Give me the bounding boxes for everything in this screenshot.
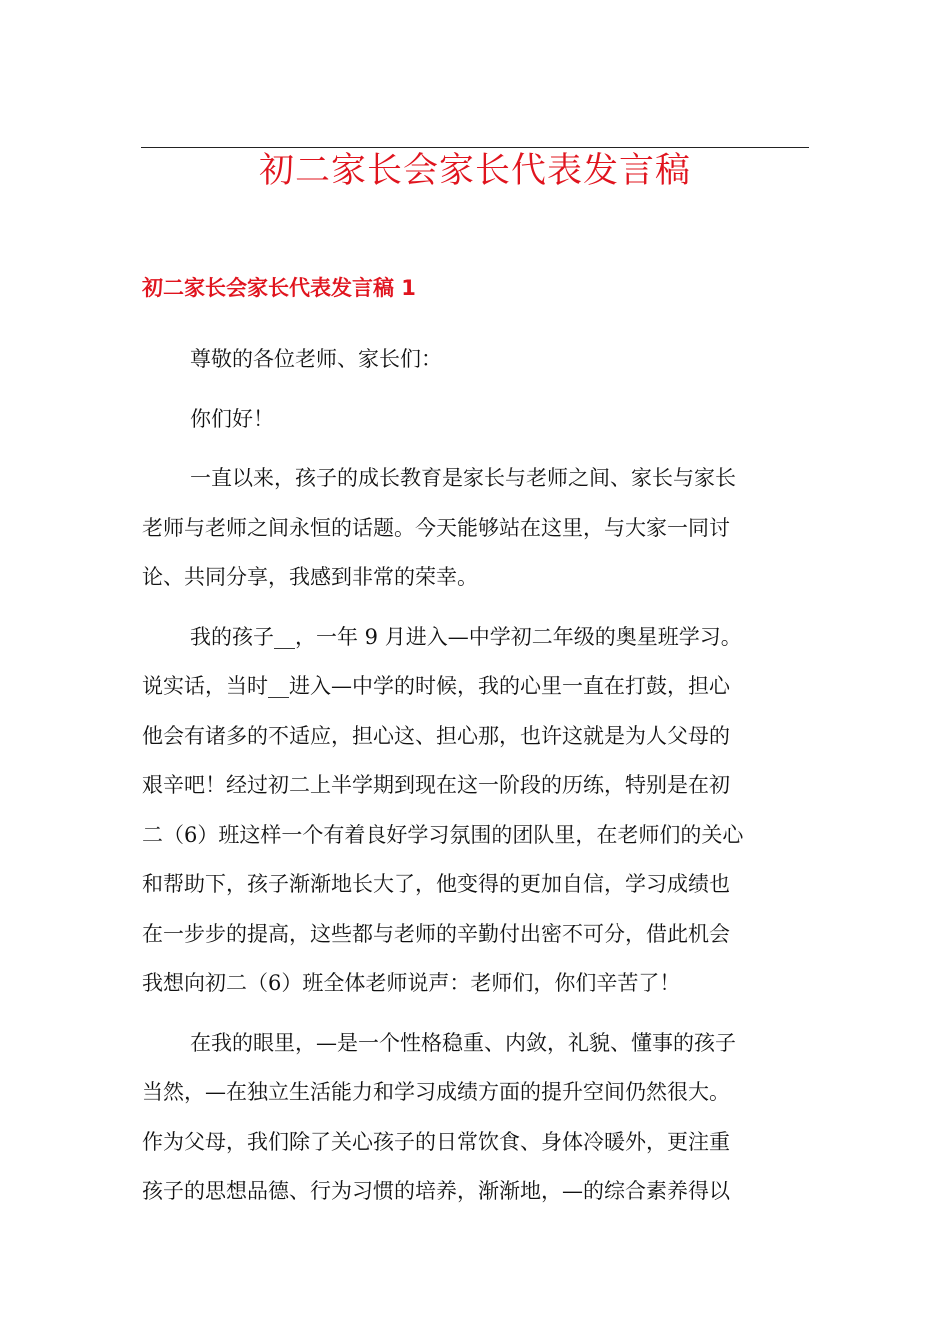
text-line: 艰辛吧！经过初二上半学期到现在这一阶段的历练，特别是在初 [142,773,730,797]
text-line: 他会有诸多的不适应，担心这、担心那，也许这就是为人父母的 [142,723,730,748]
text-line: 尊敬的各位老师、家长们： [190,347,442,371]
document-title: 初二家长会家长代表发言稿 [258,151,691,191]
text-line: 当然，—在独立生活能力和学习成绩方面的提升空间仍然很大。 [142,1080,730,1104]
text-line: 我的孩子__，一年 9 月进入—中学初二年级的奥星班学习。 [190,624,742,649]
text-line: 你们好！ [190,406,274,431]
text-line: 和帮助下，孩子渐渐地长大了，他变得的更加自信，学习成绩也 [142,872,730,896]
paragraph-greeting [142,395,810,445]
text-line: 在一步步的提高，这些都与老师的辛勤付出密不可分，借此机会 [142,921,730,946]
paragraph-intro [142,454,810,603]
text-line: 在我的眼里，—是一个性格稳重、内敛，礼貌、懂事的孩子 [190,1030,736,1055]
text-line: 孩子的思想品德、行为习惯的培养，渐渐地，—的综合素养得以 [142,1179,730,1203]
document-body [142,335,810,1227]
text-line: 我想向初二（6）班全体老师说声：老师们，你们辛苦了！ [142,971,681,995]
text-line: 作为父母，我们除了关心孩子的日常饮食、身体冷暖外，更注重 [142,1129,730,1154]
text-line: 论、共同分享，我感到非常的荣幸。 [142,565,478,589]
paragraph-salutation [142,335,810,385]
text-line: 说实话，当时__进入—中学的时候，我的心里一直在打鼓，担心 [142,674,730,698]
text-line: 二（6）班这样一个有着良好学习氛围的团队里，在老师们的关心 [142,822,744,847]
paragraph-child-story [142,613,810,1009]
text-line: 一直以来，孩子的成长教育是家长与老师之间、家长与家长 [190,466,736,490]
section-heading: 初二家长会家长代表发言稿 1 [142,276,416,300]
paragraph-character [142,1019,810,1217]
text-line: 老师与老师之间永恒的话题。今天能够站在这里，与大家一同讨 [142,515,730,540]
